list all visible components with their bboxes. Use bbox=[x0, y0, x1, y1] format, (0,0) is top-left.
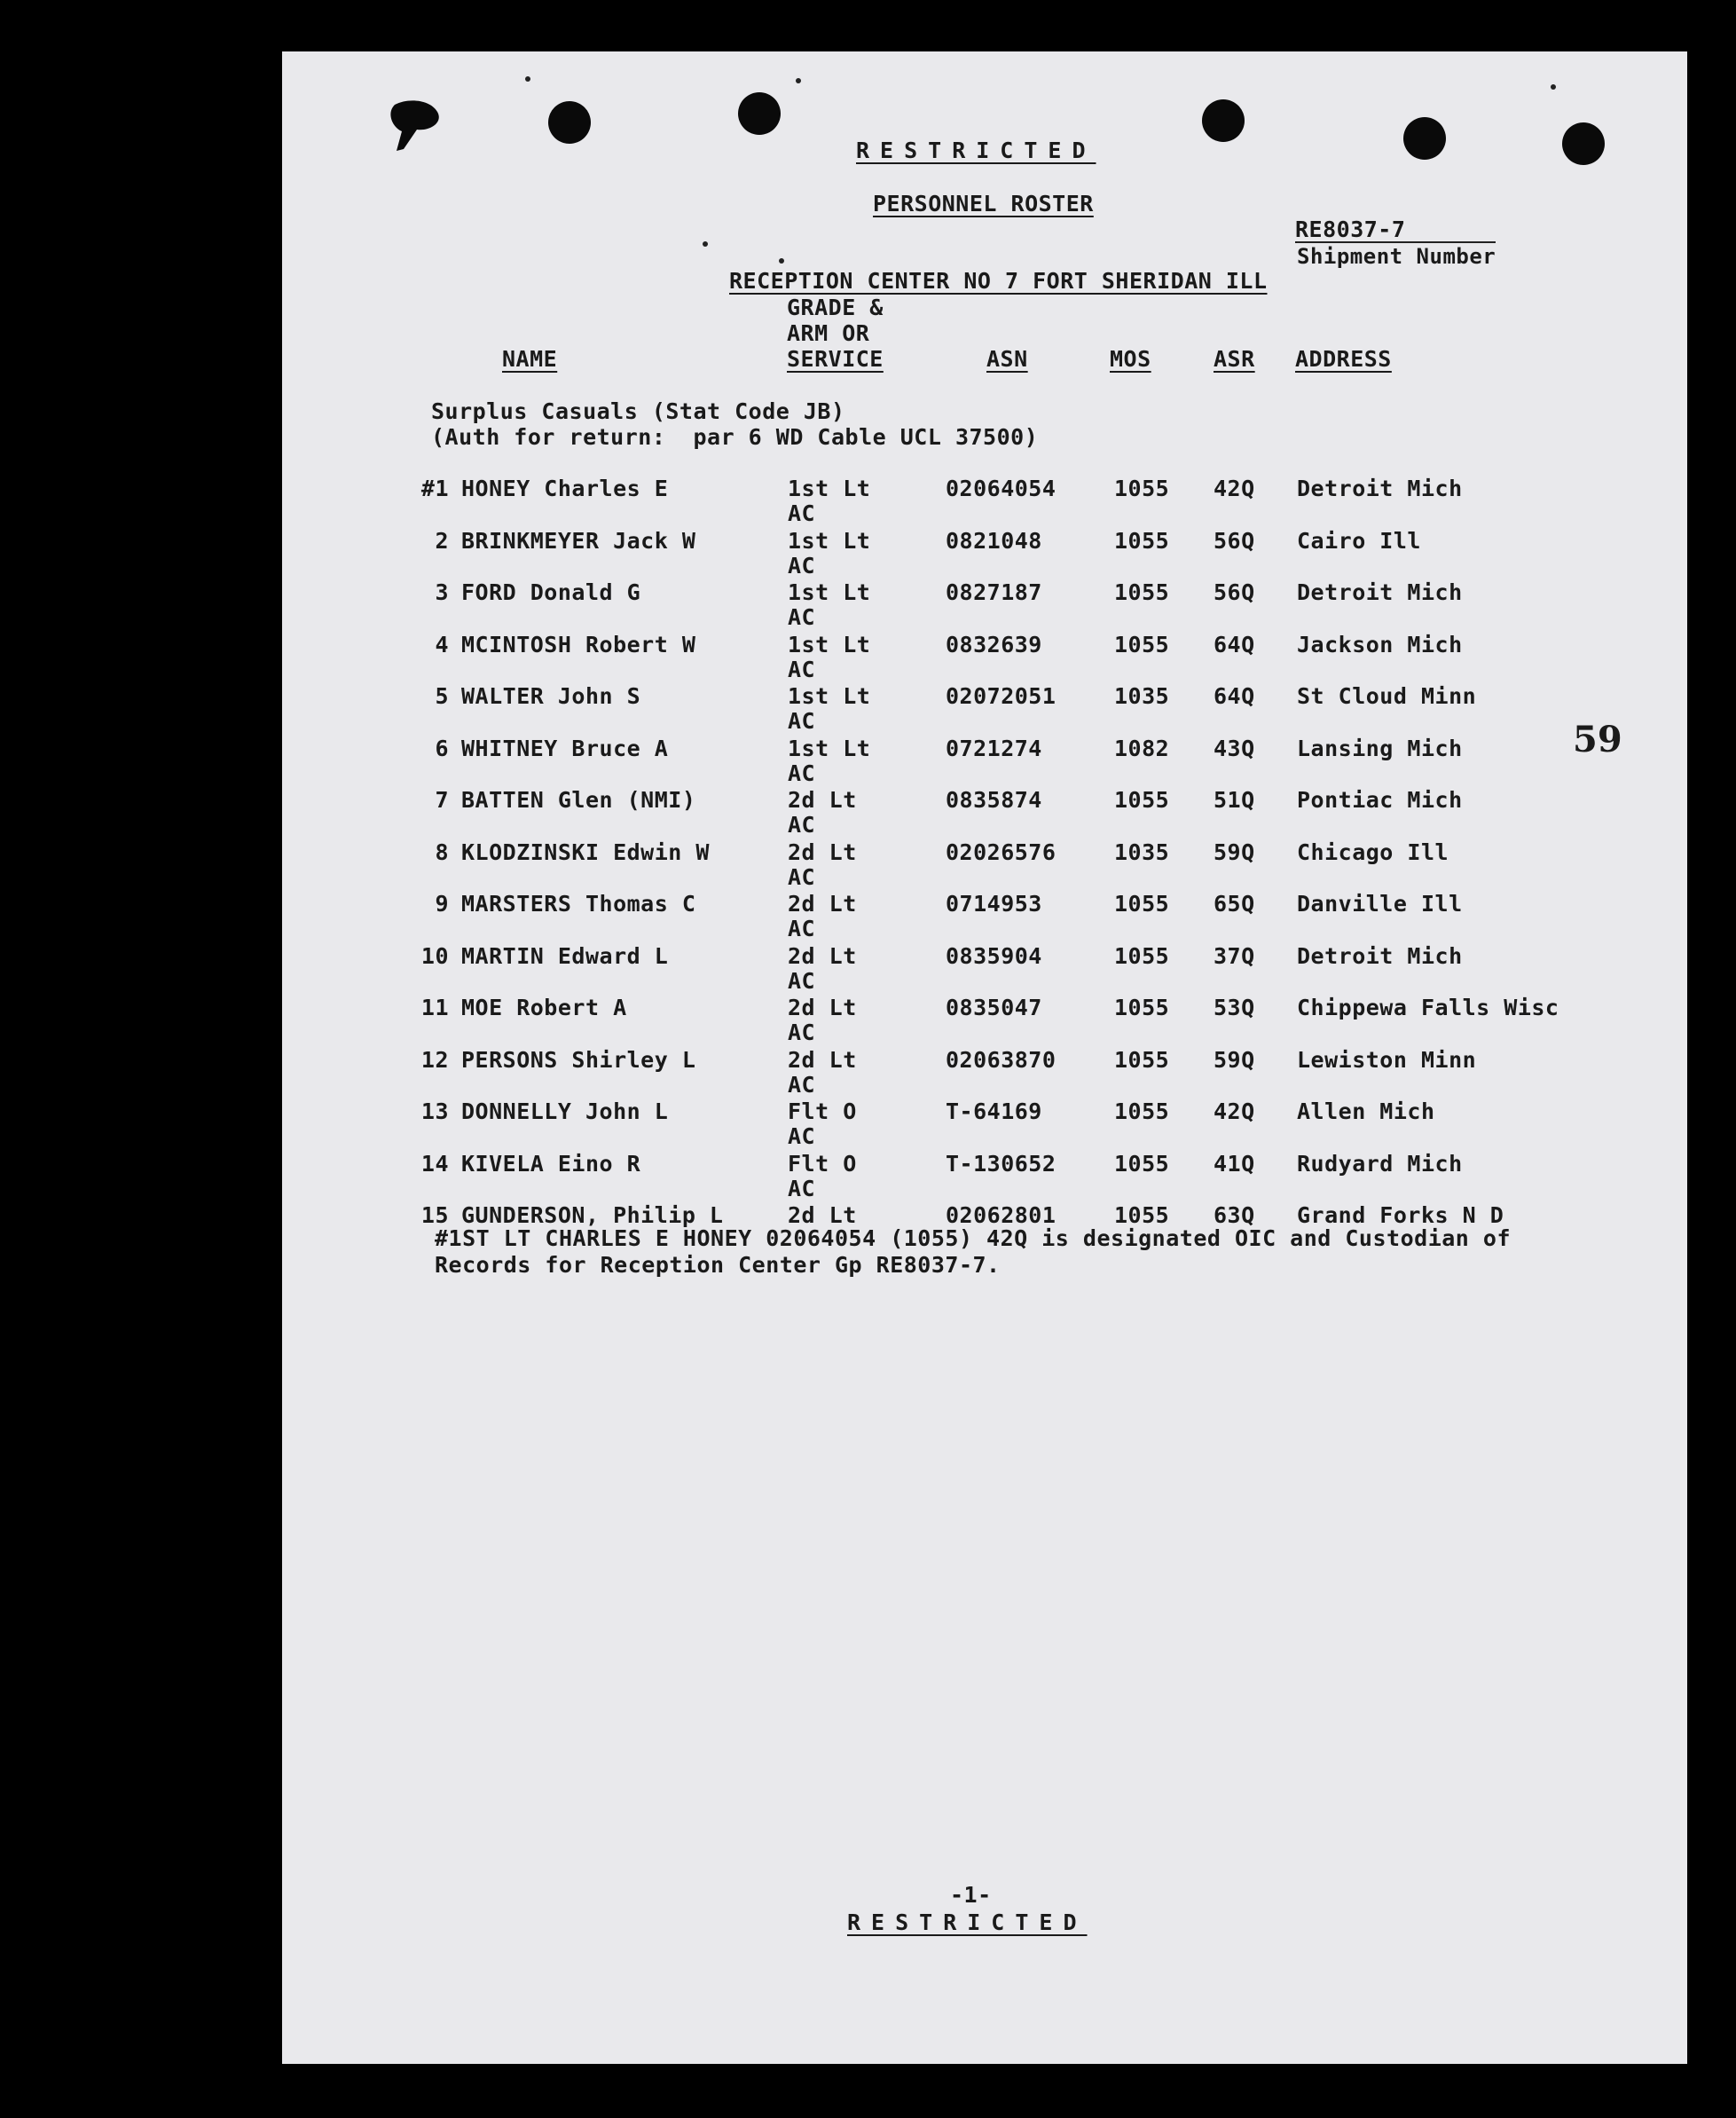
row-asn: 02072051 bbox=[946, 683, 1057, 709]
row-grade: 1st Lt bbox=[788, 579, 871, 605]
footnote-line1: #1ST LT CHARLES E HONEY 02064054 (1055) 42Q is designated OIC and Custodian of bbox=[435, 1225, 1511, 1251]
col-header-mos: MOS bbox=[1110, 346, 1151, 372]
row-mos: 1055 bbox=[1114, 1202, 1170, 1228]
ink-blot-mark bbox=[377, 96, 457, 158]
footer-page-number: -1- bbox=[950, 1882, 992, 1908]
row-address: Detroit Mich bbox=[1297, 942, 1463, 969]
row-asn: T-64169 bbox=[946, 1098, 1042, 1124]
row-asr: 63Q bbox=[1214, 1202, 1255, 1228]
row-number: 3 bbox=[435, 579, 449, 605]
row-asr: 43Q bbox=[1214, 735, 1255, 761]
paper-speck bbox=[1551, 84, 1556, 90]
row-address: Danville Ill bbox=[1297, 891, 1463, 917]
row-asn: 0832639 bbox=[946, 631, 1042, 657]
col-grade-line1: GRADE & bbox=[787, 295, 884, 320]
row-grade: 1st Lt bbox=[788, 476, 871, 501]
classification-bottom: RESTRICTED bbox=[847, 1909, 1088, 1935]
row-name: MCINTOSH Robert W bbox=[461, 631, 696, 657]
row-asn: 0714953 bbox=[946, 891, 1042, 917]
classification-top: RESTRICTED bbox=[856, 138, 1096, 163]
reception-center: RECEPTION CENTER NO 7 FORT SHERIDAN ILL bbox=[729, 268, 1268, 294]
row-arm: AC bbox=[788, 500, 816, 526]
row-number: 10 bbox=[420, 942, 449, 969]
row-grade: 2d Lt bbox=[788, 1046, 857, 1073]
row-number: 12 bbox=[420, 1046, 449, 1073]
col-header-address: ADDRESS bbox=[1295, 346, 1392, 372]
row-name: FORD Donald G bbox=[461, 579, 641, 605]
row-address: Rudyard Mich bbox=[1297, 1150, 1463, 1177]
row-asn: 0821048 bbox=[946, 527, 1042, 554]
row-arm: AC bbox=[788, 708, 816, 734]
paper-speck bbox=[525, 76, 530, 82]
row-address: Pontiac Mich bbox=[1297, 787, 1463, 813]
shipment-number-label: Shipment Number bbox=[1297, 241, 1496, 269]
row-mos: 1082 bbox=[1114, 735, 1170, 761]
row-number: 13 bbox=[420, 1098, 449, 1124]
row-number: #1 bbox=[420, 476, 449, 501]
row-asn: 0827187 bbox=[946, 579, 1042, 605]
row-number: 14 bbox=[420, 1150, 449, 1177]
row-grade: 2d Lt bbox=[788, 995, 857, 1020]
col-header-service: SERVICE bbox=[787, 346, 884, 372]
row-address: Chippewa Falls Wisc bbox=[1297, 995, 1559, 1020]
row-name: KIVELA Eino R bbox=[461, 1150, 641, 1177]
row-grade: 1st Lt bbox=[788, 683, 871, 709]
row-grade: 2d Lt bbox=[788, 1202, 857, 1228]
row-arm: AC bbox=[788, 552, 816, 579]
punch-hole bbox=[1562, 122, 1605, 165]
punch-hole bbox=[1403, 117, 1446, 160]
row-name: MARTIN Edward L bbox=[461, 942, 669, 969]
row-address: Allen Mich bbox=[1297, 1098, 1435, 1124]
col-header-asn: ASN bbox=[986, 346, 1028, 372]
row-name: BATTEN Glen (NMI) bbox=[461, 787, 696, 813]
row-mos: 1055 bbox=[1114, 476, 1170, 501]
row-mos: 1055 bbox=[1114, 891, 1170, 917]
row-asn: 0835904 bbox=[946, 942, 1042, 969]
row-mos: 1055 bbox=[1114, 942, 1170, 969]
row-mos: 1035 bbox=[1114, 683, 1170, 709]
row-grade: 2d Lt bbox=[788, 839, 857, 865]
row-mos: 1035 bbox=[1114, 839, 1170, 865]
row-mos: 1055 bbox=[1114, 631, 1170, 657]
row-name: WALTER John S bbox=[461, 683, 641, 709]
row-number: 8 bbox=[435, 839, 449, 865]
row-grade: 1st Lt bbox=[788, 631, 871, 657]
row-arm: AC bbox=[788, 1123, 816, 1149]
row-arm: AC bbox=[788, 863, 816, 890]
group-line2: (Auth for return: par 6 WD Cable UCL 37500) bbox=[431, 424, 1039, 450]
row-arm: AC bbox=[788, 656, 816, 682]
row-number: 15 bbox=[420, 1202, 449, 1228]
row-number: 6 bbox=[435, 735, 449, 761]
col-grade-line2: ARM OR bbox=[787, 320, 870, 346]
row-name: HONEY Charles E bbox=[461, 476, 669, 501]
row-grade: 1st Lt bbox=[788, 527, 871, 554]
row-asr: 56Q bbox=[1214, 527, 1255, 554]
row-mos: 1055 bbox=[1114, 995, 1170, 1020]
col-header-name: NAME bbox=[502, 346, 558, 372]
row-address: St Cloud Minn bbox=[1297, 683, 1477, 709]
row-asn: T-130652 bbox=[946, 1150, 1057, 1177]
row-arm: AC bbox=[788, 1020, 816, 1045]
paper-speck bbox=[779, 258, 784, 264]
row-asr: 56Q bbox=[1214, 579, 1255, 605]
row-number: 5 bbox=[435, 683, 449, 709]
page-title: PERSONNEL ROSTER bbox=[873, 191, 1094, 217]
row-mos: 1055 bbox=[1114, 527, 1170, 554]
row-grade: 2d Lt bbox=[788, 942, 857, 969]
row-grade: Flt O bbox=[788, 1150, 857, 1177]
row-asr: 42Q bbox=[1214, 1098, 1255, 1124]
row-asn: 02063870 bbox=[946, 1046, 1057, 1073]
row-number: 11 bbox=[420, 995, 449, 1020]
row-address: Detroit Mich bbox=[1297, 579, 1463, 605]
row-grade: Flt O bbox=[788, 1098, 857, 1124]
row-asr: 42Q bbox=[1214, 476, 1255, 501]
punch-hole bbox=[738, 92, 781, 135]
row-address: Lansing Mich bbox=[1297, 735, 1463, 761]
row-asn: 02062801 bbox=[946, 1202, 1057, 1228]
footnote-line2: Records for Reception Center Gp RE8037-7. bbox=[435, 1252, 1001, 1278]
paper-speck bbox=[796, 78, 801, 83]
row-name: GUNDERSON, Philip L bbox=[461, 1202, 724, 1228]
row-mos: 1055 bbox=[1114, 1098, 1170, 1124]
row-asr: 59Q bbox=[1214, 839, 1255, 865]
row-name: WHITNEY Bruce A bbox=[461, 735, 669, 761]
row-address: Lewiston Minn bbox=[1297, 1046, 1477, 1073]
row-mos: 1055 bbox=[1114, 1150, 1170, 1177]
row-asn: 02026576 bbox=[946, 839, 1057, 865]
row-asr: 64Q bbox=[1214, 631, 1255, 657]
row-number: 7 bbox=[435, 787, 449, 813]
row-address: Grand Forks N D bbox=[1297, 1202, 1504, 1228]
group-line1: Surplus Casuals (Stat Code JB) bbox=[431, 398, 845, 424]
row-arm: AC bbox=[788, 1071, 816, 1098]
row-grade: 1st Lt bbox=[788, 735, 871, 761]
paper-speck bbox=[703, 241, 708, 247]
row-name: PERSONS Shirley L bbox=[461, 1046, 696, 1073]
row-number: 9 bbox=[435, 891, 449, 917]
stamped-page-number: 59 bbox=[1573, 719, 1622, 760]
punch-hole bbox=[548, 101, 591, 144]
row-arm: AC bbox=[788, 967, 816, 994]
row-address: Chicago Ill bbox=[1297, 839, 1449, 865]
row-arm: AC bbox=[788, 1175, 816, 1201]
punch-hole bbox=[1202, 99, 1245, 142]
row-asr: 53Q bbox=[1214, 995, 1255, 1020]
row-name: DONNELLY John L bbox=[461, 1098, 669, 1124]
row-asr: 65Q bbox=[1214, 891, 1255, 917]
row-name: MARSTERS Thomas C bbox=[461, 891, 696, 917]
row-grade: 2d Lt bbox=[788, 891, 857, 917]
row-asr: 41Q bbox=[1214, 1150, 1255, 1177]
row-number: 2 bbox=[435, 527, 449, 554]
row-arm: AC bbox=[788, 812, 816, 838]
row-asn: 0721274 bbox=[946, 735, 1042, 761]
row-arm: AC bbox=[788, 760, 816, 786]
row-asr: 37Q bbox=[1214, 942, 1255, 969]
row-asr: 59Q bbox=[1214, 1046, 1255, 1073]
row-number: 4 bbox=[435, 631, 449, 657]
row-arm: AC bbox=[788, 604, 816, 630]
row-name: BRINKMEYER Jack W bbox=[461, 527, 696, 554]
row-asn: 0835047 bbox=[946, 995, 1042, 1020]
row-grade: 2d Lt bbox=[788, 787, 857, 813]
row-address: Jackson Mich bbox=[1297, 631, 1463, 657]
row-mos: 1055 bbox=[1114, 579, 1170, 605]
row-mos: 1055 bbox=[1114, 787, 1170, 813]
col-header-asr: ASR bbox=[1214, 346, 1255, 372]
row-arm: AC bbox=[788, 916, 816, 941]
row-address: Detroit Mich bbox=[1297, 476, 1463, 501]
row-asn: 0835874 bbox=[946, 787, 1042, 813]
shipment-number: RE8037-7 bbox=[1295, 217, 1406, 242]
row-name: KLODZINSKI Edwin W bbox=[461, 839, 710, 865]
row-mos: 1055 bbox=[1114, 1046, 1170, 1073]
row-asr: 51Q bbox=[1214, 787, 1255, 813]
row-address: Cairo Ill bbox=[1297, 527, 1421, 554]
row-asn: 02064054 bbox=[946, 476, 1057, 501]
row-name: MOE Robert A bbox=[461, 995, 627, 1020]
row-asr: 64Q bbox=[1214, 683, 1255, 709]
